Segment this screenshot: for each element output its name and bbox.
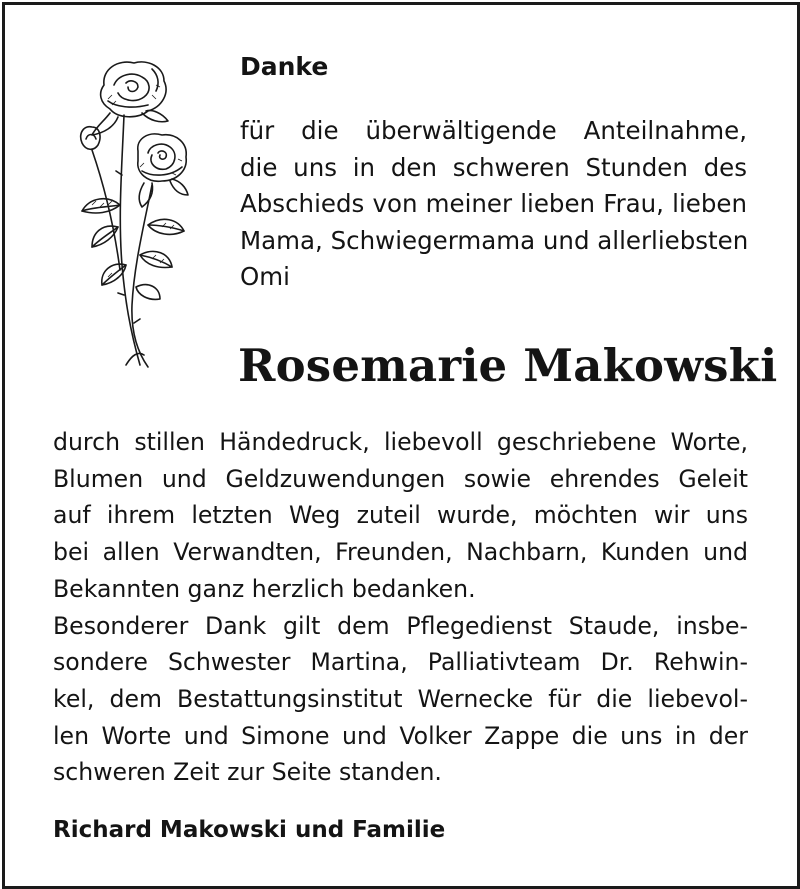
body-line: sondere Schwester Martina, Palliativteam Dr. Rehwin- [53, 648, 748, 677]
body-line: len Worte und Simone und Volker Zappe die uns in der [53, 721, 748, 750]
body-line: auf ihrem letzten Weg zuteil wurde, möchten wir uns [53, 501, 748, 530]
heading-thanks: Danke [240, 52, 329, 81]
intro-line: die uns in den schweren Stunden des [240, 152, 747, 182]
intro-line: Mama, Schwiegermama und allerliebsten [240, 225, 749, 255]
body-line: bei allen Verwandten, Freunden, Nachbarn, Kunden und [53, 538, 748, 567]
intro-line: für die überwältigende Anteilnahme, [240, 116, 747, 145]
intro-line: Omi [240, 262, 290, 291]
body-line: kel, dem Bestattungsinstitut Wernecke für die liebevol- [53, 684, 748, 713]
intro-line: Abschieds von meiner lieben Frau, lieben [240, 189, 747, 218]
deceased-name: Rosemarie Makowski [238, 339, 778, 392]
body-line: durch stillen Händedruck, liebevoll geschriebene Worte, [53, 428, 748, 456]
body-line: Besonderer Dank gilt dem Pflegedienst Staude, insbe- [53, 611, 748, 640]
intro-paragraph [240, 113, 747, 296]
body-paragraph [53, 424, 748, 791]
rose-illustration-icon [52, 55, 202, 375]
body-line: Bekannten ganz herzlich bedanken. [53, 574, 476, 603]
signature: Richard Makowski und Familie [53, 817, 446, 843]
body-line: Blumen und Geldzuwendungen sowie ehrendes Geleit [53, 464, 748, 493]
body-line: schweren Zeit zur Seite standen. [53, 758, 442, 787]
